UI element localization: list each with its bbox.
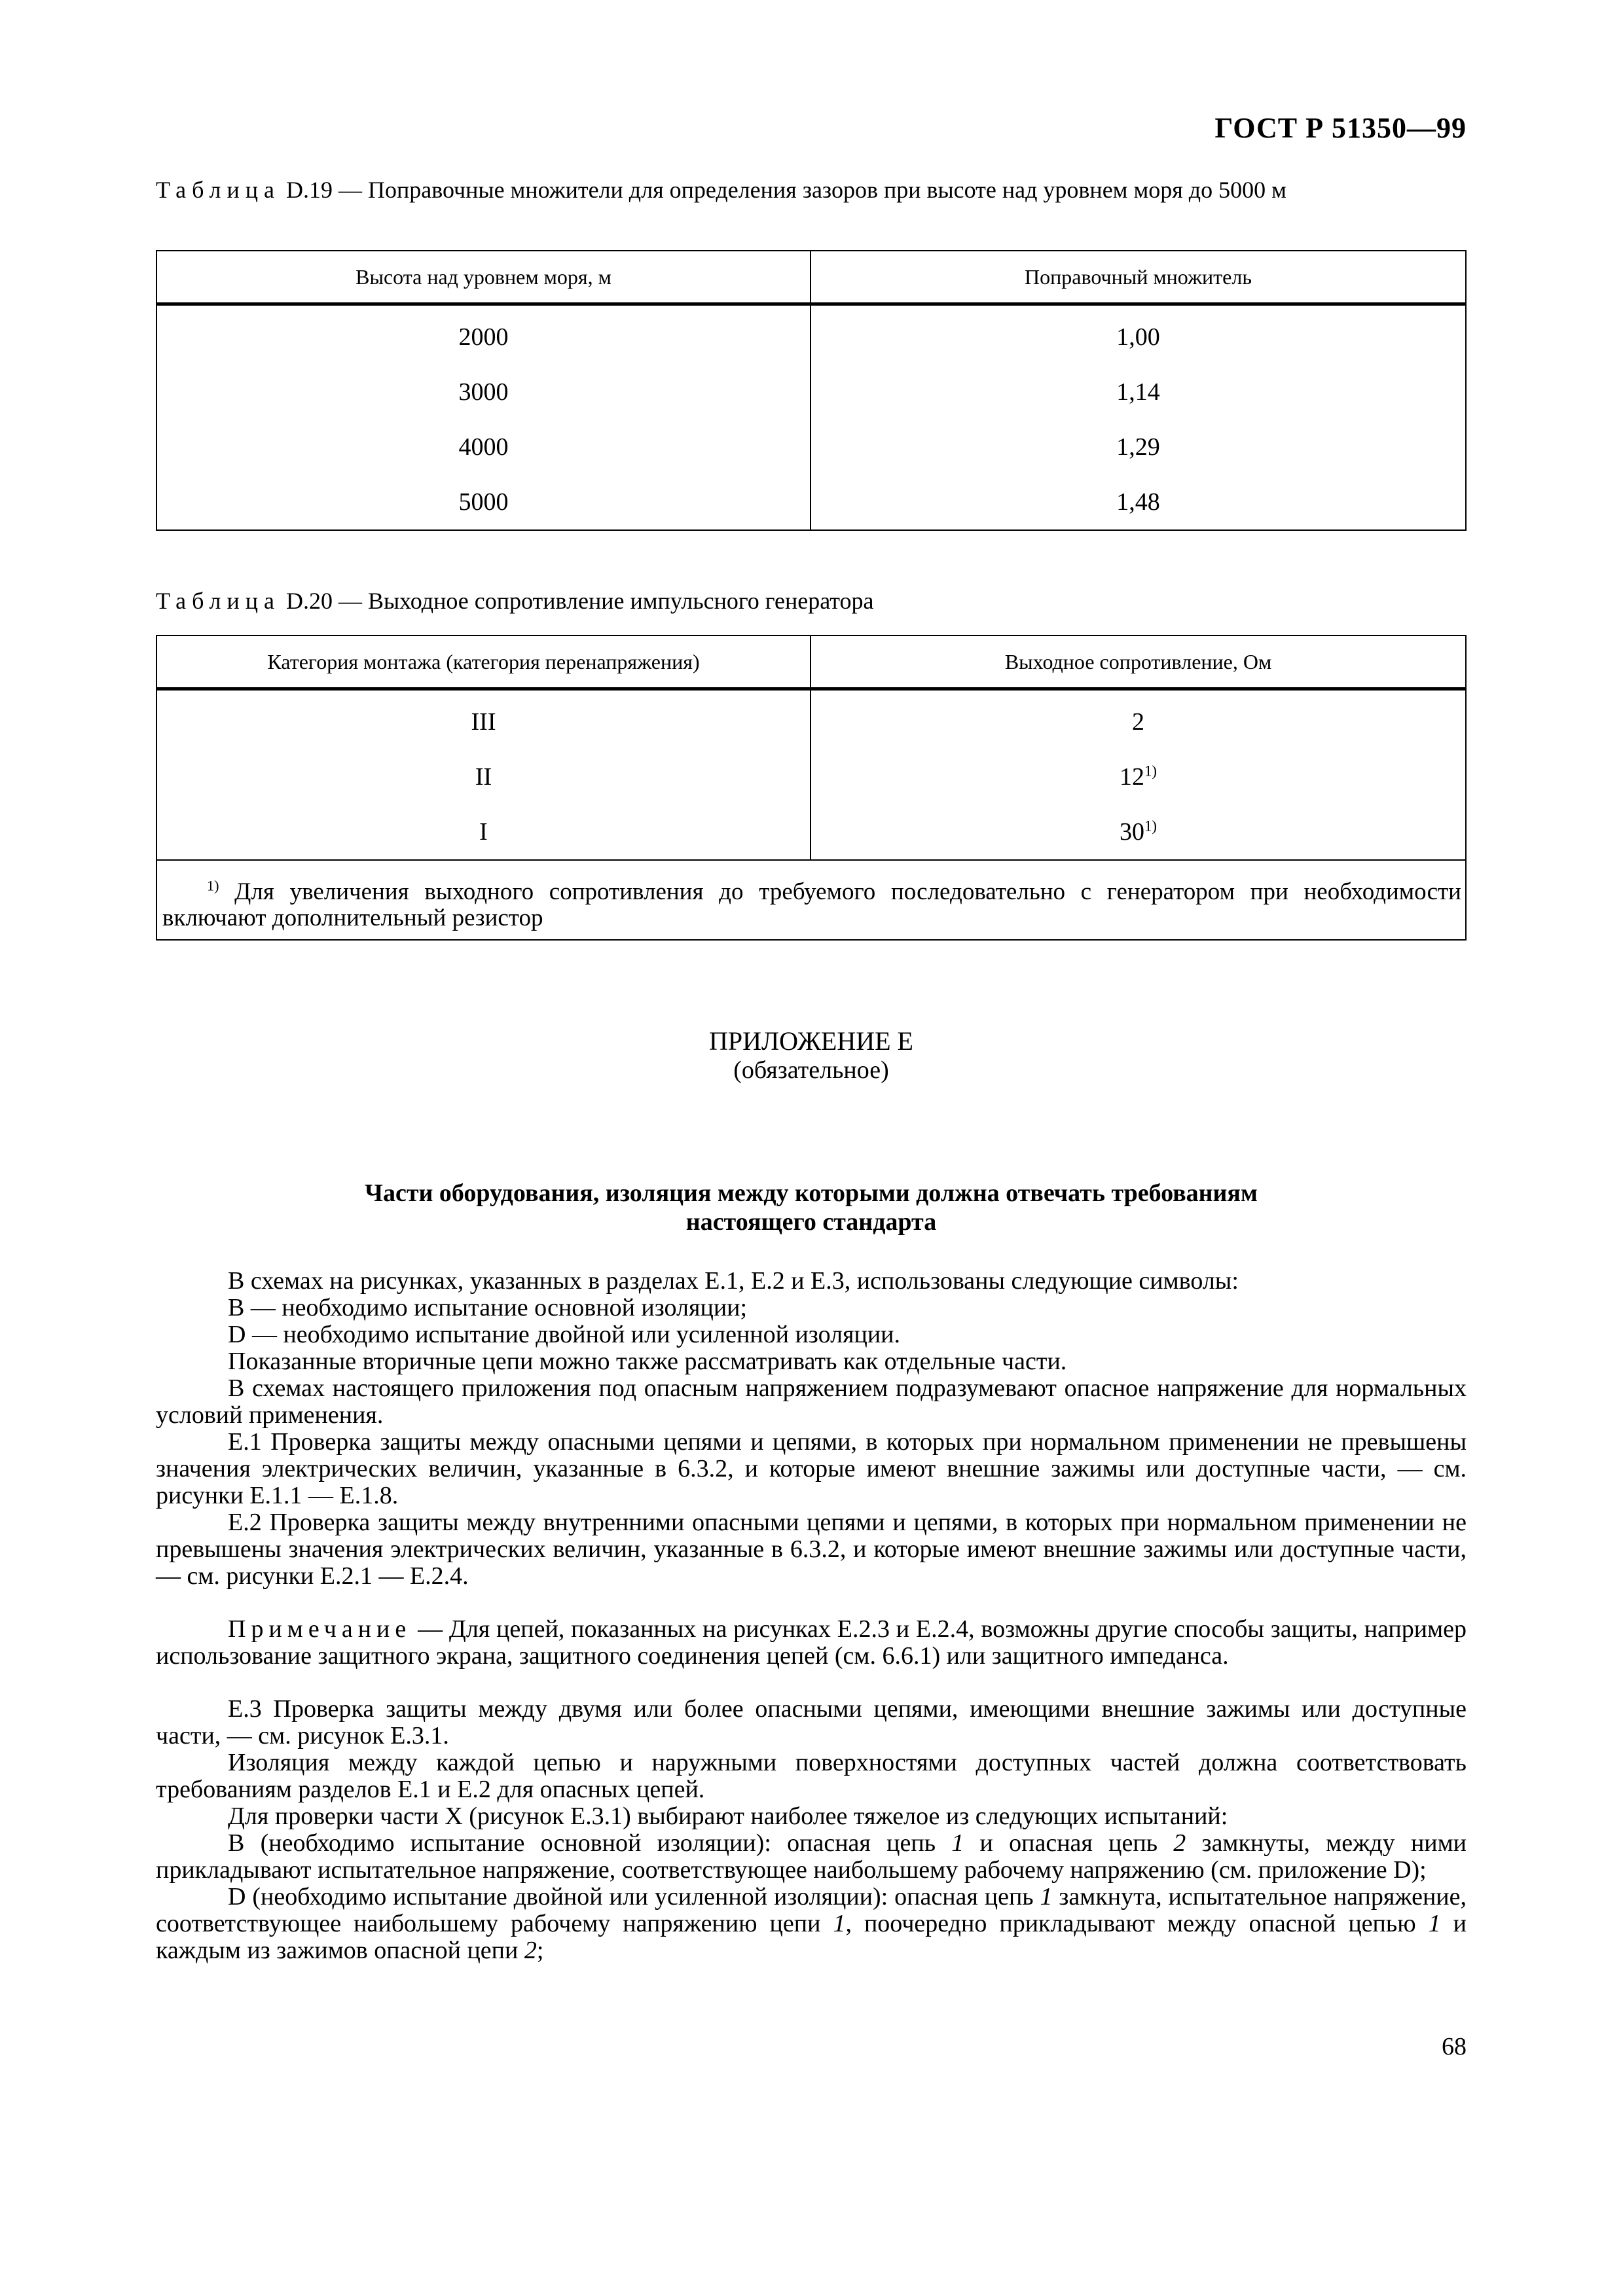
cell-category: II bbox=[156, 749, 811, 804]
table-row bbox=[156, 365, 1466, 420]
footnote-text: Для увеличения выходного сопротивления до требуемого последовательно с генератором при необходимости включают дополнительный резистор bbox=[162, 878, 1461, 931]
text-run: замкнута, испытательное напряжение, соответствующее наибольшему рабочему напряжению цепи bbox=[156, 1883, 1467, 1937]
page-number: 68 bbox=[1442, 2033, 1467, 2060]
circuit-number: 1 bbox=[1428, 1910, 1441, 1937]
text-run: ; bbox=[536, 1937, 544, 1964]
section-title-line2: настоящего стандарта bbox=[685, 1208, 937, 1236]
table-d19 bbox=[156, 250, 1467, 531]
paragraph bbox=[156, 1884, 1467, 1964]
cell-factor: 1,48 bbox=[811, 475, 1466, 530]
cell-resistance bbox=[811, 689, 1466, 750]
table-caption-text: D.19 — Поправочные множители для определения зазоров при высоте над уровнем моря до 5000 м bbox=[280, 177, 1286, 203]
text-run: замкнуты, между ними прикладывают испытательное напряжение, соответствующее наибольшему рабочему напряжению (см. приложение D); bbox=[156, 1829, 1467, 1884]
paragraph: Е.3 Проверка защиты между двумя или более опасными цепями, имеющими внешние зажимы или доступные части, — см. рисунок Е.3.1. bbox=[156, 1695, 1467, 1749]
table-caption-text: D.20 — Выходное сопротивление импульсного генератора bbox=[280, 588, 874, 614]
cell-category: III bbox=[156, 689, 811, 750]
table-header-factor: Поправочный множитель bbox=[811, 251, 1466, 304]
paragraph: Е.2 Проверка защиты между внутренними опасными цепями и цепями, в которых при нормальном применении не превышены значения электрических величин, указанные в 6.3.2, и которые имеют внешние зажимы или доступные части, — см. рисунки Е.2.1 — Е.2.4. bbox=[156, 1509, 1467, 1590]
paragraph: Для проверки части X (рисунок Е.3.1) выбирают наиболее тяжелое из следующих испытаний: bbox=[228, 1803, 1228, 1830]
text-run: В (необходимо испытание основной изоляции): опасная цепь bbox=[228, 1829, 952, 1857]
table-footnote-row bbox=[156, 860, 1466, 940]
cell-factor: 1,00 bbox=[811, 304, 1466, 365]
table-label: Таблица bbox=[156, 177, 280, 203]
paragraph: В схемах настоящего приложения под опасным напряжением подразумевают опасное напряжение для нормальных условий применения. bbox=[156, 1374, 1467, 1429]
table-header-resistance: Выходное сопротивление, Ом bbox=[811, 636, 1466, 689]
footnote-mark: 1) bbox=[1144, 817, 1157, 834]
paragraph: D — необходимо испытание двойной или усиленной изоляции. bbox=[228, 1321, 901, 1348]
annex-subtitle: (обязательное) bbox=[733, 1056, 889, 1084]
circuit-number: 2 bbox=[1173, 1829, 1186, 1857]
note-label: Примечание bbox=[228, 1615, 412, 1643]
cell-height: 5000 bbox=[156, 475, 811, 530]
note-text: — Для цепей, показанных на рисунках Е.2.3 и Е.2.4, возможны другие способы защиты, например использование защитного экрана, защитного соединения цепей (см. 6.6.1) или защитного импеданса. bbox=[156, 1615, 1467, 1670]
table-d20 bbox=[156, 635, 1467, 941]
table-row bbox=[156, 689, 1466, 750]
cell-factor: 1,29 bbox=[811, 420, 1466, 475]
resistance-value: 30 bbox=[1120, 818, 1144, 846]
annex-body bbox=[156, 1268, 1467, 1964]
paragraph: В — необходимо испытание основной изоляции; bbox=[228, 1294, 748, 1321]
table-row bbox=[156, 304, 1466, 365]
table-row bbox=[156, 804, 1466, 860]
text-run: D (необходимо испытание двойной или усиленной изоляции): опасная цепь bbox=[228, 1883, 1040, 1910]
resistance-value: 12 bbox=[1120, 763, 1144, 791]
cell-resistance bbox=[811, 804, 1466, 860]
table-label: Таблица bbox=[156, 588, 280, 614]
text-run: , поочередно прикладывают между опасной цепью bbox=[845, 1910, 1429, 1937]
cell-resistance bbox=[811, 749, 1466, 804]
circuit-number: 1 bbox=[833, 1910, 846, 1937]
cell-height: 2000 bbox=[156, 304, 811, 365]
footnote-mark: 1) bbox=[1144, 762, 1157, 780]
table-header-category: Категория монтажа (категория перенапряжения) bbox=[156, 636, 811, 689]
resistance-value: 2 bbox=[1132, 708, 1144, 736]
annex-title: ПРИЛОЖЕНИЕ Е bbox=[709, 1026, 913, 1056]
paragraph: В схемах на рисунках, указанных в разделах Е.1, Е.2 и Е.3, использованы следующие символы: bbox=[228, 1267, 1239, 1295]
paragraph bbox=[156, 1830, 1467, 1884]
text-run: и опасная цепь bbox=[964, 1829, 1174, 1857]
table-row bbox=[156, 475, 1466, 530]
cell-category: I bbox=[156, 804, 811, 860]
table-d20-caption bbox=[156, 588, 1467, 614]
cell-factor: 1,14 bbox=[811, 365, 1466, 420]
table-d19-caption bbox=[156, 177, 1467, 203]
note-paragraph bbox=[156, 1616, 1467, 1670]
table-footnote bbox=[156, 860, 1466, 940]
cell-height: 3000 bbox=[156, 365, 811, 420]
circuit-number: 1 bbox=[951, 1829, 964, 1857]
paragraph: Изоляция между каждой цепью и наружными поверхностями доступных частей должна соответствовать требованиям разделов Е.1 и Е.2 для опасных цепей. bbox=[156, 1749, 1467, 1803]
circuit-number: 2 bbox=[524, 1937, 537, 1964]
text-run: и каждым из зажимов опасной цепи bbox=[156, 1910, 1467, 1964]
section-title-line1: Части оборудования, изоляция между которыми должна отвечать требованиям bbox=[365, 1179, 1258, 1207]
paragraph: Показанные вторичные цепи можно также рассматривать как отдельные части. bbox=[228, 1348, 1067, 1375]
footnote-mark: 1) bbox=[207, 877, 219, 894]
table-row bbox=[156, 420, 1466, 475]
circuit-number: 1 bbox=[1040, 1883, 1053, 1910]
table-header-height: Высота над уровнем моря, м bbox=[156, 251, 811, 304]
document-code: ГОСТ Р 51350—99 bbox=[1214, 112, 1467, 144]
cell-height: 4000 bbox=[156, 420, 811, 475]
table-row bbox=[156, 749, 1466, 804]
paragraph: Е.1 Проверка защиты между опасными цепями и цепями, в которых при нормальном применении не превышены значения электрических величин, указанные в 6.3.2, и которые имеют внешние зажимы или доступные части, — см. рисунки Е.1.1 — Е.1.8. bbox=[156, 1428, 1467, 1509]
